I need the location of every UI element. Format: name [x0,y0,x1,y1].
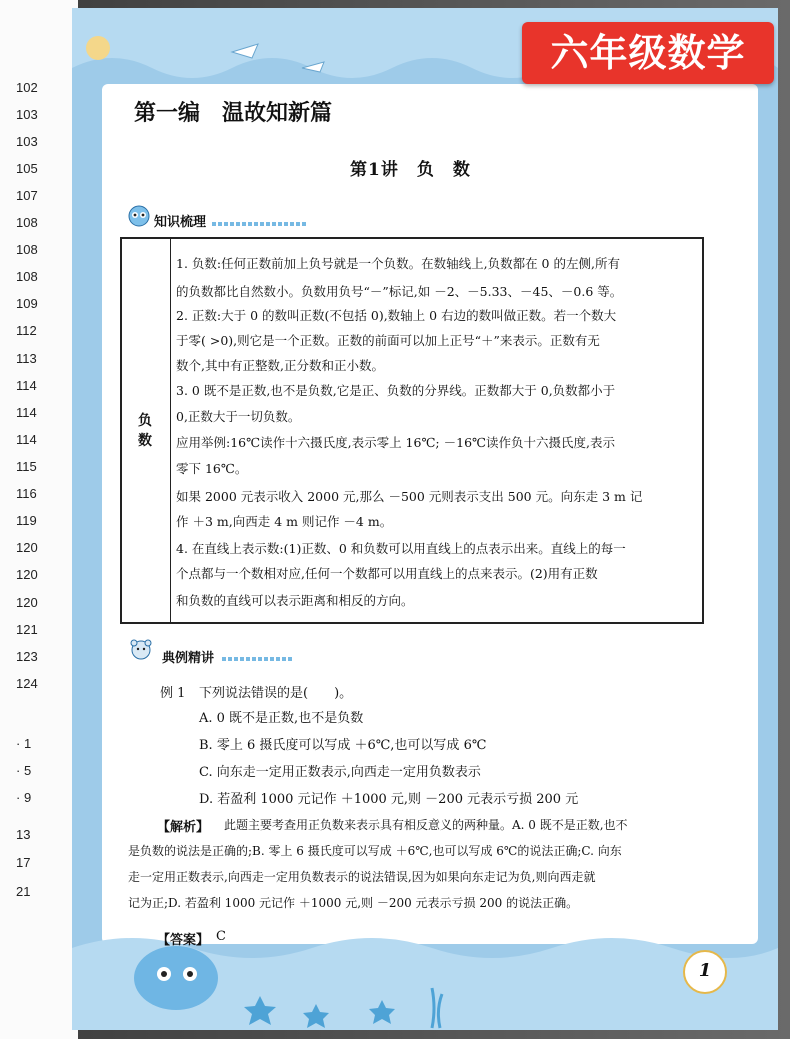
toc-page-number: 108 [16,269,38,284]
toc-page-number: 102 [16,80,38,95]
toc-page-number: 21 [16,884,31,899]
knowledge-line: 0,正数大于一切负数。 [176,409,301,424]
knowledge-line: 零下 16℃。 [176,461,248,476]
toc-page-number: 107 [16,188,38,203]
toc-page-number: 113 [16,351,37,366]
toc-page-number: 120 [16,540,38,555]
analysis-label: 【解析】 [157,820,210,835]
knowledge-line: 如果 2000 元表示收入 2000 元,那么 －500 元则表示支出 500 元。向东走 3 m 记 [176,489,643,504]
toc-page-number: 13 [16,827,31,842]
toc-page-number: 116 [16,486,37,501]
knowledge-line: 数个,其中有正整数,正分数和正小数。 [176,358,384,373]
knowledge-label: 负数 [138,413,152,449]
toc-page-number: 119 [16,513,37,528]
knowledge-line: 于零( >0),则它是一个正数。正数的前面可以加上正号“＋”来表示。正数有无 [176,333,600,348]
page-number: 1 [683,950,727,994]
analysis-line: 是负数的说法是正确的;B. 零上 6 摄氏度可以写成 ＋6℃,也可以写成 6℃的说法正确;C. 向东 [128,844,622,858]
toc-page-number: 120 [16,567,38,582]
knowledge-line: 个点都与一个数相对应,任何一个数都可以用直线上的点来表示。(2)用有正数 [176,566,598,581]
toc-page-number: 108 [16,215,38,230]
analysis-line: 记为正;D. 若盈利 1000 元记作 ＋1000 元,则 －200 元表示亏损 200 的说法正确。 [128,896,579,910]
toc-page-number: 17 [16,855,31,870]
robot-mascot-icon [126,203,152,227]
part-title: 第一编 温故知新篇 [134,101,333,126]
answer-value: C [216,929,226,944]
toc-page-number: 103 [16,134,38,149]
knowledge-line: 1. 负数:任何正数前加上负号就是一个负数。在数轴线上,负数都在 0 的左侧,所有 [176,256,620,271]
balloon-icon [86,36,110,60]
toc-page-number: 108 [16,242,38,257]
analysis-line: 走一定用正数表示,向西走一定用负数表示的说法错误,因为如果向东走记为负,则向西走就 [128,870,596,884]
toc-page-number: 120 [16,595,38,610]
section-underline [212,222,308,226]
knowledge-line: 的负数都比自然数小。负数用负号“－”标记,如 －2、－5.33、－45、－0.6 等。 [176,284,623,299]
toc-page-number: 109 [16,296,38,311]
answer-label: 【答案】 [157,933,210,948]
knowledge-line: 和负数的直线可以表示距离和相反的方向。 [176,593,414,608]
section-underline [222,657,294,661]
example-question: 下列说法错误的是( )。 [199,686,353,701]
bear-mascot-icon [128,637,154,663]
grade-tag: 六年级数学 [522,22,774,84]
knowledge-line: 2. 正数:大于 0 的数叫正数(不包括 0),数轴上 0 右边的数叫做正数。若一个数大 [176,308,617,323]
bottom-decoration [72,908,778,1030]
analysis-line: 此题主要考查用正负数来表示具有相反意义的两种量。A. 0 既不是正数,也不 [224,818,628,832]
toc-page-number: 124 [16,676,38,691]
section-heading-examples: 典例精讲 [162,651,215,666]
toc-page-number: 121 [16,622,38,637]
knowledge-line: 应用举例:16℃读作十六摄氏度,表示零上 16℃; －16℃读作负十六摄氏度,表示 [176,435,615,450]
toc-page-number: 123 [16,649,38,664]
toc-page-number: 112 [16,323,37,338]
toc-page-number: · 1 [16,736,32,751]
knowledge-label-column [122,239,171,622]
left-page-edge [0,0,78,1039]
toc-page-number: 114 [16,378,37,393]
toc-page-number: · 9 [16,790,32,805]
example-option: C. 向东走一定用正数表示,向西走一定用负数表示 [199,765,481,780]
whale-icon [134,946,218,1010]
knowledge-line: 4. 在直线上表示数:(1)正数、0 和负数可以用直线上的点表示出来。直线上的每一 [176,541,626,556]
example-option: D. 若盈利 1000 元记作 ＋1000 元,则 －200 元表示亏损 200 元 [199,792,579,807]
toc-page-number: 115 [16,459,37,474]
toc-page-number: 114 [16,405,37,420]
section-heading-knowledge: 知识梳理 [154,215,207,230]
knowledge-line: 3. 0 既不是正数,也不是负数,它是正、负数的分界线。正数都大于 0,负数都小于 [176,383,616,398]
knowledge-line: 作 ＋3 m,向西走 4 m 则记作 －4 m。 [176,514,393,529]
toc-page-number: · 5 [16,763,32,778]
example-label: 例 1 [160,686,186,701]
toc-page-number: 105 [16,161,38,176]
lesson-title: 第1讲 负 数 [350,160,471,180]
example-option: B. 零上 6 摄氏度可以写成 ＋6℃,也可以写成 6℃ [199,738,487,753]
toc-page-number: 114 [16,432,37,447]
toc-page-number: 103 [16,107,38,122]
example-option: A. 0 既不是正数,也不是负数 [199,711,364,726]
